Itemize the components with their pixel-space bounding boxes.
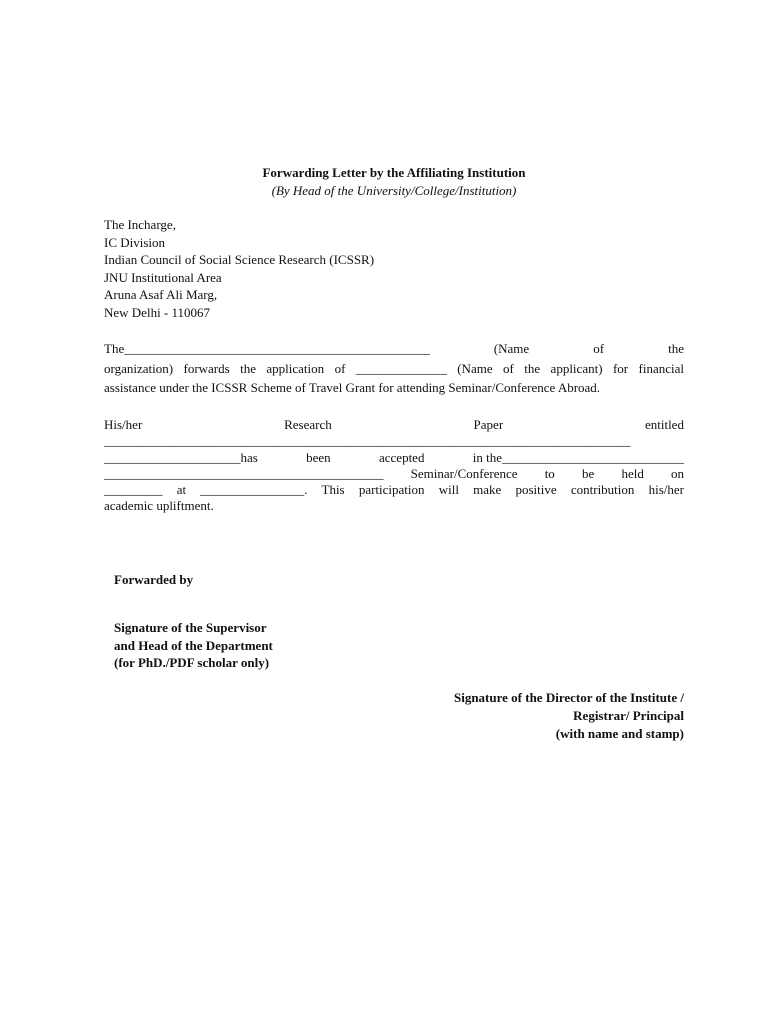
forwarded-by-label: Forwarded by <box>114 572 194 587</box>
signature-line: Signature of the Supervisor <box>114 620 267 635</box>
seminar-name-blank: ___________________________________________ <box>104 465 384 481</box>
research-paper-paragraph <box>104 417 684 515</box>
signature-line: Registrar/ Principal <box>573 708 684 723</box>
word: held <box>621 465 644 481</box>
document-subtitle: (By Head of the University/College/Institution) <box>271 183 517 198</box>
seminar-name-blank: in the____________________________ <box>472 449 684 465</box>
paragraph-line: assistance under the ICSSR Scheme of Travel Grant for attending Seminar/Conference Abroad. <box>104 380 601 395</box>
signature-line: Signature of the Director of the Institute / <box>453 690 684 705</box>
word: to <box>544 465 555 481</box>
word: Paper <box>473 417 504 432</box>
address-line: Aruna Asaf Ali Marg, <box>104 287 218 303</box>
word: Seminar/Conference <box>410 465 518 481</box>
word: Research <box>284 417 332 432</box>
paragraph-line <box>104 417 684 433</box>
address-line: JNU Institutional Area <box>104 269 222 285</box>
address-line: New Delhi - 110067 <box>104 304 211 320</box>
supervisor-signature-block <box>114 619 273 672</box>
address-line: IC Division <box>104 234 166 250</box>
document-title: Forwarding Letter by the Affiliating Institution <box>262 165 526 180</box>
paragraph-line: academic upliftment. <box>104 498 214 514</box>
organization-name-blank: The_______________________________________________ <box>104 341 430 356</box>
signature-line: (with name and stamp) <box>555 726 684 741</box>
paragraph-line <box>104 450 684 466</box>
word: (Name <box>493 341 530 356</box>
word: accepted <box>378 449 425 465</box>
organization-paragraph <box>104 339 684 398</box>
word: _____________________has <box>104 449 258 465</box>
word: the <box>668 341 684 356</box>
director-signature-block <box>454 689 684 743</box>
address-line: The Incharge, <box>104 217 176 232</box>
word: His/her <box>104 417 143 432</box>
word: on <box>671 465 684 481</box>
paragraph-line: organization) forwards the application of ______________ (Name of the applicant) for financial <box>104 360 684 376</box>
paragraph-line <box>104 466 684 482</box>
paragraph-line <box>104 339 684 359</box>
signature-line: and Head of the Department <box>114 637 273 653</box>
recipient-address <box>104 216 684 322</box>
signature-line: (for PhD./PDF scholar only) <box>114 655 270 670</box>
word: been <box>306 449 331 465</box>
paper-title-blank: _________________________________________________________________________________ <box>104 433 631 449</box>
word: of <box>593 341 605 356</box>
paragraph-line: _________ at ________________. This participation will make positive contribution his/her <box>104 482 684 498</box>
word: be <box>581 465 595 481</box>
address-line: Indian Council of Social Science Research (ICSSR) <box>104 252 375 268</box>
word: entitled <box>644 417 684 432</box>
